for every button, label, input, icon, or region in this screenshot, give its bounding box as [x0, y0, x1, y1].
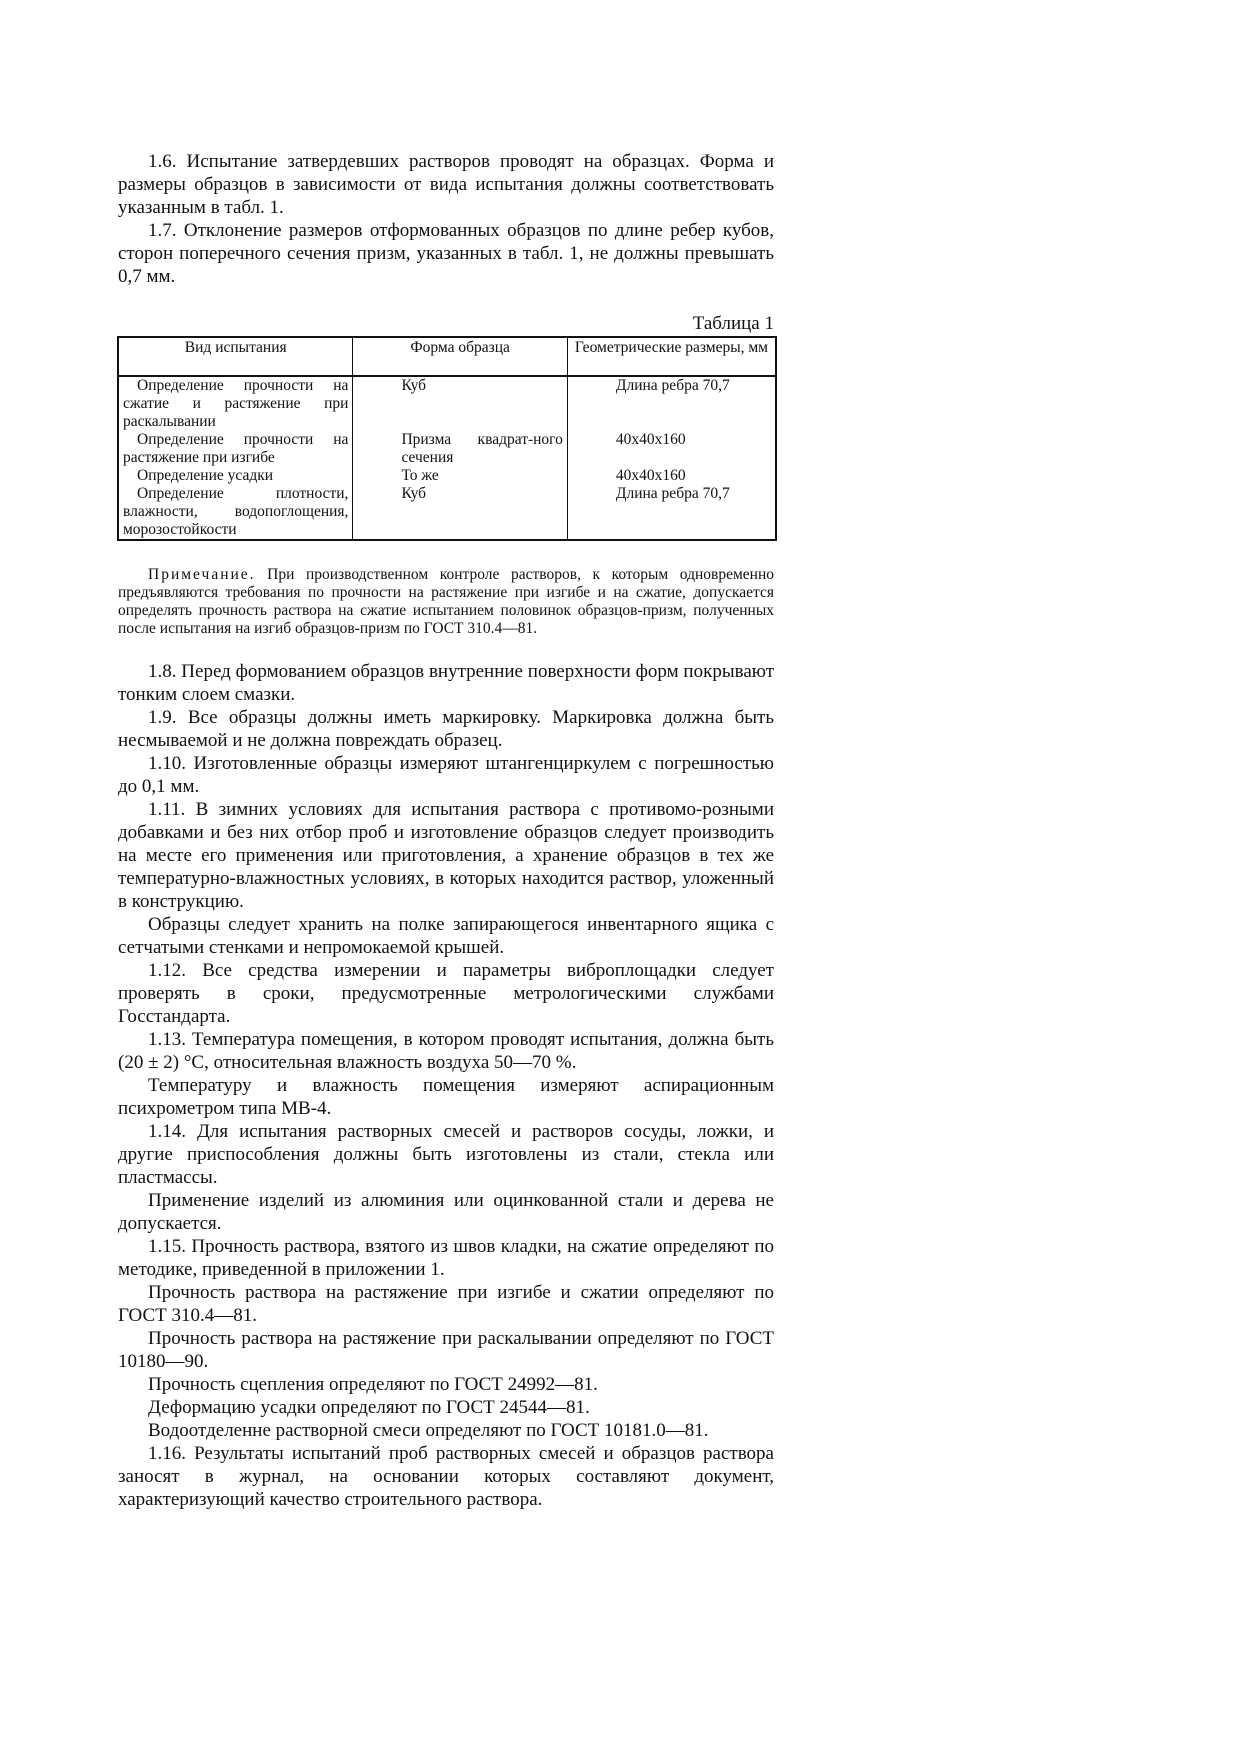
paragraph-bending: Прочность раствора на растяжение при изгибе и сжатии определяют по ГОСТ 310.4—81. [118, 1282, 774, 1326]
paragraph-humidity: Температуру и влажность помещения измеряют аспирационным психрометром типа МВ-4. [118, 1075, 774, 1119]
table-row [118, 431, 776, 467]
table-header-row [118, 337, 776, 376]
header-test-type: Вид испытания [118, 337, 353, 376]
table-cell: Длина ребра 70,7 [567, 485, 776, 540]
paragraph-1-7: 1.7. Отклонение размеров отформованных образцов по длине ребер кубов, сторон поперечного сечения призм, указанных в табл. 1, не должны превышать 0,7 мм. [118, 220, 774, 287]
table-cell: Определение прочности на сжатие и растяжение при раскалывании [118, 376, 353, 431]
table-note [118, 566, 774, 638]
note-text: При производственном контроле растворов, к которым одновременно предъявляются требования по прочности на растяжение при изгибе и на сжатие, допускается определять прочность раствора на сжатие испытанием половинок образцов-призм, полученных после испытания на изгиб образцов-призм по ГОСТ 310.4—81. [118, 566, 774, 637]
table-row [118, 376, 776, 431]
paragraph-splitting: Прочность раствора на растяжение при раскалывании определяют по ГОСТ 10180—90. [118, 1328, 774, 1372]
paragraph-water-separation: Водоотделенне растворной смеси определяют по ГОСТ 10181.0—81. [148, 1420, 709, 1441]
paragraph-1-11: 1.11. В зимних условиях для испытания раствора с противомо-розными добавками и без них отбор проб и изготовление образцов следует производить на месте его применения или приготовления, а хранение образцов в тех же температурно-влажностных условиях, в которых находится раствор, уложенный в конструкцию. [118, 799, 774, 912]
paragraph-adhesion: Прочность сцепления определяют по ГОСТ 24992—81. [148, 1374, 598, 1395]
header-specimen-shape: Форма образца [353, 337, 567, 376]
body-section [118, 660, 774, 1511]
table-cell: Определение прочности на растяжение при изгибе [118, 431, 353, 467]
paragraph-1-15: 1.15. Прочность раствора, взятого из швов кладки, на сжатие определяют по методике, приведенной в приложении 1. [118, 1236, 774, 1280]
intro-section [118, 150, 774, 288]
specimen-table [117, 336, 777, 541]
table-cell: То же [353, 467, 567, 485]
paragraph-1-10: 1.10. Изготовленные образцы измеряют штангенциркулем с погрешностью до 0,1 мм. [118, 753, 774, 797]
table-caption-block [118, 312, 774, 335]
table-cell: Длина ребра 70,7 [567, 376, 776, 431]
table-cell: Определение усадки [118, 467, 353, 485]
paragraph-1-16: 1.16. Результаты испытаний проб растворных смесей и образцов раствора заносят в журнал, на основании которых составляют документ, характеризующий качество строительного раствора. [118, 1443, 774, 1510]
table-row [118, 467, 776, 485]
paragraph-materials: Применение изделий из алюминия или оцинкованной стали и дерева не допускается. [118, 1190, 774, 1234]
paragraph-1-9: 1.9. Все образцы должны иметь маркировку. Маркировка должна быть несмываемой и не должна повреждать образец. [118, 707, 774, 751]
table-cell: 40x40x160 [567, 431, 776, 467]
table-row [118, 485, 776, 540]
note-section [118, 566, 774, 638]
paragraph-1-13: 1.13. Температура помещения, в котором проводят испытания, должна быть (20 ± 2) °С, относительная влажность воздуха 50—70 %. [118, 1029, 774, 1073]
paragraph-1-12: 1.12. Все средства измерении и параметры виброплощадки следует проверять в сроки, предусмотренные метрологическими службами Госстандарта. [118, 960, 774, 1027]
paragraph-1-8: 1.8. Перед формованием образцов внутренние поверхности форм покрывают тонким слоем смазки. [118, 661, 774, 705]
table-caption: Таблица 1 [692, 313, 774, 334]
note-label: Примечание. [148, 566, 256, 583]
table-cell: Призма квадрат-ного сечения [353, 431, 567, 467]
header-dimensions: Геометрические размеры, мм [567, 337, 776, 376]
table-cell: 40x40x160 [567, 467, 776, 485]
table-cell: Куб [353, 485, 567, 540]
paragraph-shrinkage: Деформацию усадки определяют по ГОСТ 24544—81. [148, 1397, 590, 1418]
paragraph-1-6: 1.6. Испытание затвердевших растворов проводят на образцах. Форма и размеры образцов в зависимости от вида испытания должны соответствовать указанным в табл. 1. [118, 151, 774, 218]
paragraph-storage: Образцы следует хранить на полке запирающегося инвентарного ящика с сетчатыми стенками и непромокаемой крышей. [118, 914, 774, 958]
table-cell: Куб [353, 376, 567, 431]
table-cell: Определение плотности, влажности, водопоглощения, морозостойкости [118, 485, 353, 540]
paragraph-1-14: 1.14. Для испытания растворных смесей и растворов сосуды, ложки, и другие приспособления должны быть изготовлены из стали, стекла или пластмассы. [118, 1121, 774, 1188]
